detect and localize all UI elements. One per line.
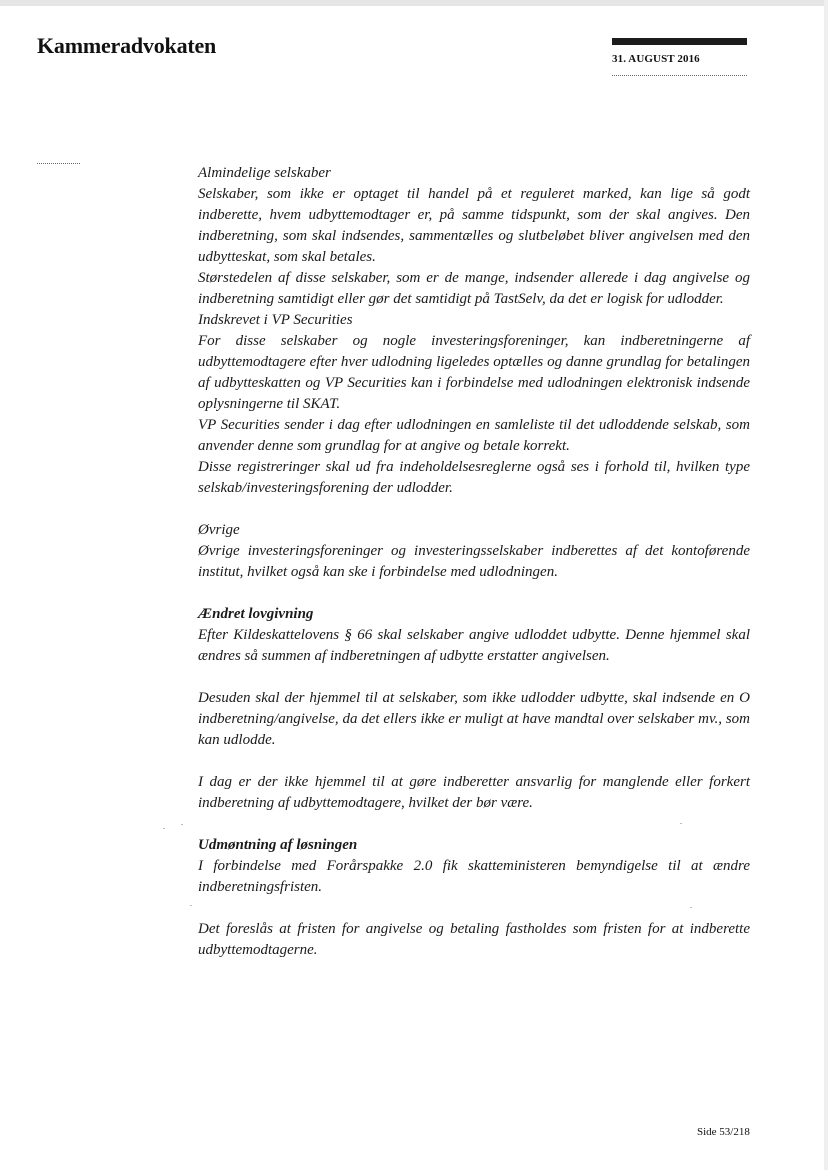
document-date: 31. AUGUST 2016	[612, 53, 700, 65]
paragraph: Det foreslås at fristen for angivelse og betaling fastholdes som fristen for at indberette udbyttemodtagerne.	[198, 921, 750, 958]
brand-title: Kammeradvokaten	[37, 33, 217, 58]
section-heading-udmontning: Udmøntning af løsningen	[198, 837, 358, 853]
scan-speck	[190, 905, 192, 906]
paragraph: I forbindelse med Forårspakke 2.0 fik skatteministeren bemyndigelse til at ændre indberetningsfristen.	[198, 858, 750, 895]
section-title-almindelige: Almindelige selskaber	[198, 165, 331, 181]
paragraph: Selskaber, som ikke er optaget til handel på et reguleret marked, kan lige så godt indberette, hvem udbyttemodtager er, på samme tidspunkt, som der skal angives. Den indberetning, som skal indsendes, sammentælles og slutbeløbet bliver angivelsen med den udbytteskat, som skal betales.	[198, 186, 750, 265]
paragraph: Efter Kildeskattelovens § 66 skal selskaber angive udloddet udbytte. Denne hjemmel skal ændres så summen af indberetningen af udbytte erstatter angivelsen.	[198, 627, 750, 664]
paragraph: Øvrige investeringsforeninger og investeringsselskaber indberettes af det kontoførende institut, hvilket også kan ske i forbindelse med udlodningen.	[198, 543, 750, 580]
spacer	[198, 499, 750, 520]
spacer	[198, 751, 750, 772]
section-heading-aendret: Ændret lovgivning	[198, 606, 314, 622]
section-title-ovrige: Øvrige	[198, 522, 240, 538]
document-body	[198, 163, 750, 961]
paragraph: Størstedelen af disse selskaber, som er de mange, indsender allerede i dag angivelse og indberetning samtidigt eller gør det samtidigt på TastSelv, da det er logisk for udlodder.	[198, 270, 750, 307]
date-bar	[612, 38, 747, 45]
margin-rule	[37, 163, 80, 164]
paragraph: I dag er der ikke hjemmel til at gøre indberetter ansvarlig for manglende eller forkert indberetning af udbyttemodtagere, hvilket der bør være.	[198, 774, 750, 811]
scan-speck	[181, 824, 183, 825]
spacer	[198, 814, 750, 835]
paragraph: Desuden skal der hjemmel til at selskaber, som ikke udlodder udbytte, skal indsende en O indberetning/angivelse, da det ellers ikke er muligt at have mandtal over selskaber mv., som kan udlodde.	[198, 690, 750, 748]
spacer	[198, 898, 750, 919]
scan-speck	[163, 828, 165, 829]
page-right-shadow	[824, 0, 828, 1170]
date-rule	[612, 75, 747, 76]
page-number: Side 53/218	[697, 1126, 750, 1138]
paragraph: For disse selskaber og nogle investeringsforeninger, kan indberetningerne af udbyttemodtagere efter hver udlodning ligeledes optælles og danne grundlag for betalingen af udbytteskatten og VP Securities kan i forbindelse med udlodningen elektronisk indsende oplysningerne til SKAT.	[198, 333, 750, 412]
scan-speck	[680, 823, 682, 824]
paragraph: Disse registreringer skal ud fra indeholdelsesreglerne også ses i forhold til, hvilken type selskab/investeringsforening der udlodder.	[198, 459, 750, 496]
spacer	[198, 667, 750, 688]
paragraph: VP Securities sender i dag efter udlodningen en samleliste til det udloddende selskab, som anvender denne som grundlag for at angive og betale korrekt.	[198, 417, 750, 454]
section-title-vp: Indskrevet i VP Securities	[198, 312, 353, 328]
scan-speck	[690, 907, 692, 908]
spacer	[198, 583, 750, 604]
page-top-shadow	[0, 0, 828, 6]
